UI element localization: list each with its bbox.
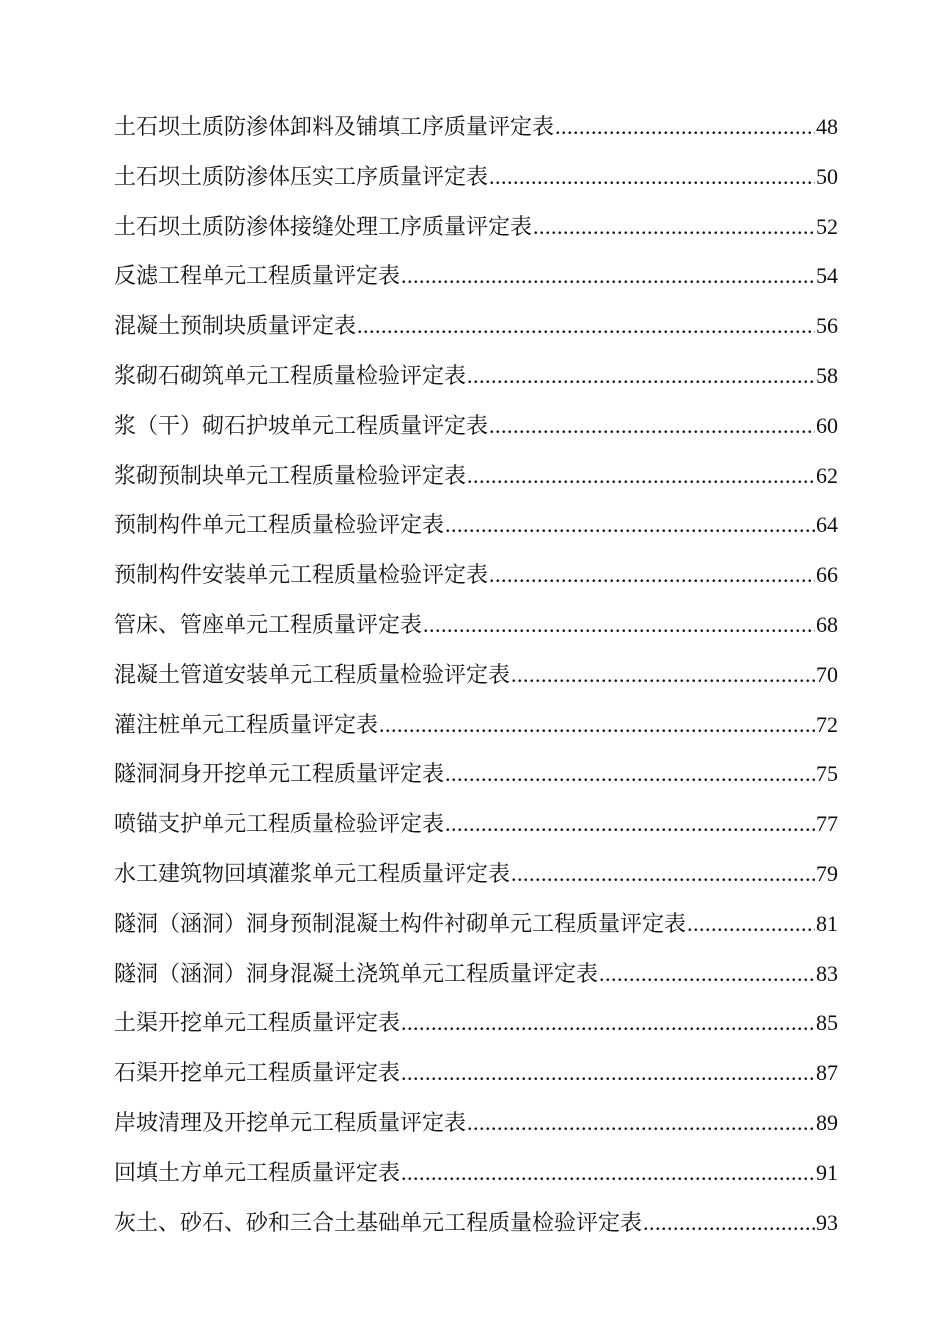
- toc-entry-title: 浆砌石砌筑单元工程质量检验评定表: [114, 363, 467, 389]
- toc-leader-dots: [401, 1148, 815, 1198]
- toc-entry[interactable]: [114, 899, 838, 949]
- toc-entry[interactable]: [114, 301, 838, 351]
- toc-entry-page: 48: [816, 114, 838, 139]
- toc-entry-title: 石渠开挖单元工程质量评定表: [114, 1061, 401, 1087]
- toc-leader-dots: [489, 401, 815, 451]
- toc-entry[interactable]: [114, 849, 838, 899]
- toc-entry-page: 75: [816, 761, 838, 787]
- toc-entry-title: 混凝土管道安装单元工程质量检验评定表: [114, 662, 511, 688]
- toc-entry-page: 54: [816, 263, 838, 289]
- toc-entry-page: 79: [816, 860, 838, 886]
- toc-entry-page: 91: [816, 1159, 838, 1185]
- toc-entry-page: 56: [816, 313, 838, 339]
- toc-entry-title: 隧洞洞身开挖单元工程质量评定表: [114, 762, 445, 788]
- toc-entry-title: 灌注桩单元工程质量评定表: [114, 712, 379, 738]
- toc-entry-title: 土石坝土质防渗体卸料及铺填工序质量评定表: [114, 115, 555, 140]
- toc-leader-dots: [599, 949, 815, 999]
- toc-leader-dots: [445, 799, 815, 849]
- toc-entry-page: 60: [816, 412, 838, 438]
- toc-leader-dots: [555, 102, 815, 152]
- toc-leader-dots: [533, 202, 815, 252]
- table-of-contents: [114, 102, 838, 1247]
- toc-entry[interactable]: [114, 1048, 838, 1098]
- toc-leader-dots: [467, 1098, 815, 1148]
- toc-leader-dots: [379, 700, 815, 750]
- toc-entry-page: 70: [816, 661, 838, 687]
- toc-leader-dots: [401, 998, 815, 1048]
- toc-entry[interactable]: [114, 202, 838, 252]
- toc-entry[interactable]: [114, 998, 838, 1048]
- toc-leader-dots: [401, 1048, 815, 1098]
- toc-entry-page: 77: [816, 811, 838, 837]
- toc-entry-page: 58: [816, 362, 838, 388]
- toc-entry[interactable]: [114, 251, 838, 301]
- toc-entry-title: 浆（干）砌石护坡单元工程质量评定表: [114, 413, 489, 439]
- toc-leader-dots: [467, 351, 815, 401]
- toc-entry[interactable]: [114, 401, 838, 451]
- toc-entry-title: 混凝土预制块质量评定表: [114, 314, 357, 340]
- toc-entry-title: 隧洞（涵洞）洞身混凝土浇筑单元工程质量评定表: [114, 961, 599, 987]
- toc-entry-title: 土石坝土质防渗体压实工序质量评定表: [114, 164, 489, 190]
- toc-entry-title: 反滤工程单元工程质量评定表: [114, 264, 401, 290]
- toc-entry[interactable]: [114, 102, 838, 152]
- toc-entry-title: 喷锚支护单元工程质量检验评定表: [114, 812, 445, 838]
- toc-entry-page: 81: [816, 910, 838, 936]
- toc-entry-title: 土渠开挖单元工程质量评定表: [114, 1011, 401, 1037]
- toc-leader-dots: [489, 550, 815, 600]
- toc-leader-dots: [357, 301, 815, 351]
- toc-entry-title: 预制构件单元工程质量检验评定表: [114, 513, 445, 539]
- toc-leader-dots: [445, 500, 815, 550]
- toc-entry[interactable]: [114, 1098, 838, 1148]
- toc-entry[interactable]: [114, 152, 838, 202]
- toc-entry-page: 50: [816, 163, 838, 189]
- toc-entry-page: 87: [816, 1060, 838, 1086]
- toc-entry-title: 灰土、砂石、砂和三合土基础单元工程质量检验评定表: [114, 1210, 643, 1236]
- toc-entry[interactable]: [114, 1148, 838, 1198]
- toc-leader-dots: [511, 650, 815, 700]
- toc-entry[interactable]: [114, 500, 838, 550]
- toc-entry-page: 62: [816, 462, 838, 488]
- toc-leader-dots: [511, 849, 815, 899]
- toc-entry-title: 水工建筑物回填灌浆单元工程质量评定表: [114, 861, 511, 887]
- toc-entry-page: 64: [816, 512, 838, 538]
- toc-entry-title: 预制构件安装单元工程质量检验评定表: [114, 563, 489, 589]
- toc-leader-dots: [423, 600, 815, 650]
- toc-entry[interactable]: [114, 550, 838, 600]
- toc-entry-title: 回填土方单元工程质量评定表: [114, 1160, 401, 1186]
- toc-entry-page: 93: [816, 1209, 838, 1235]
- toc-leader-dots: [445, 749, 815, 799]
- toc-entry-title: 岸坡清理及开挖单元工程质量评定表: [114, 1110, 467, 1136]
- toc-entry[interactable]: [114, 351, 838, 401]
- toc-entry-title: 隧洞（涵洞）洞身预制混凝土构件衬砌单元工程质量评定表: [114, 911, 687, 937]
- toc-entry-page: 52: [816, 213, 838, 239]
- toc-leader-dots: [643, 1198, 815, 1248]
- toc-entry[interactable]: [114, 600, 838, 650]
- toc-entry[interactable]: [114, 949, 838, 999]
- toc-leader-dots: [401, 251, 815, 301]
- toc-entry[interactable]: [114, 650, 838, 700]
- toc-entry-page: 83: [816, 960, 838, 986]
- toc-entry-page: 68: [816, 611, 838, 637]
- toc-entry-title: 土石坝土质防渗体接缝处理工序质量评定表: [114, 214, 533, 240]
- toc-entry-page: 66: [816, 562, 838, 588]
- toc-leader-dots: [687, 899, 815, 949]
- toc-entry-page: 85: [816, 1010, 838, 1036]
- toc-entry-page: 89: [816, 1109, 838, 1135]
- toc-entry[interactable]: [114, 700, 838, 750]
- toc-entry-title: 浆砌预制块单元工程质量检验评定表: [114, 463, 467, 489]
- toc-entry[interactable]: [114, 749, 838, 799]
- toc-entry[interactable]: [114, 1198, 838, 1248]
- toc-entry[interactable]: [114, 451, 838, 501]
- toc-entry-page: 72: [816, 711, 838, 737]
- toc-leader-dots: [489, 152, 815, 202]
- toc-entry[interactable]: [114, 799, 838, 849]
- toc-entry-title: 管床、管座单元工程质量评定表: [114, 612, 423, 638]
- toc-leader-dots: [467, 451, 815, 501]
